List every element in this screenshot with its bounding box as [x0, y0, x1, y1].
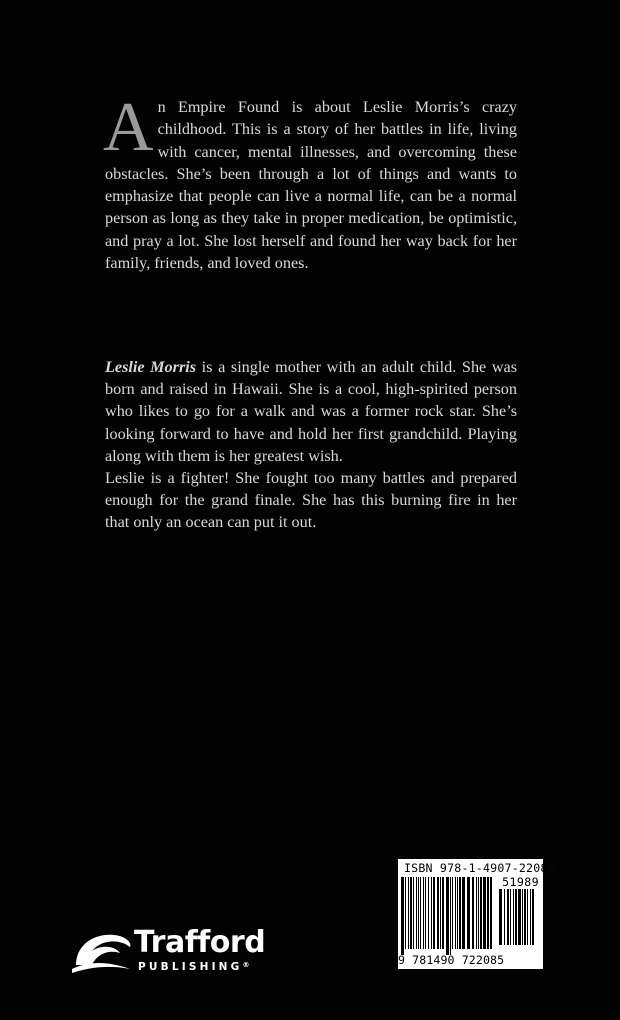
- barcode-bar: [455, 877, 456, 949]
- addon-barcode-bars: [498, 889, 540, 951]
- book-blurb: [103, 89, 517, 274]
- ean-barcode-bars: [400, 877, 498, 955]
- registered-mark: ®: [242, 961, 250, 969]
- barcode-bar: [420, 877, 421, 949]
- barcode-bar: [490, 877, 492, 949]
- barcode-bar: [446, 877, 449, 955]
- blurb-first-line: n Empire Found is about Leslie Morris’s crazy childhood.: [157, 98, 517, 139]
- bio-paragraph-1-text: is a single mother with an adult child. She was born and raised in Hawaii. She is a cool, high-spirited person who likes to go for a walk and was a former rock star. She’s looking forward to have and hold her first grandchild. Playing along with them is her greatest wish.: [105, 358, 518, 465]
- barcode-bar: [510, 889, 511, 945]
- barcode-bar: [405, 877, 406, 949]
- barcode-bar: [418, 877, 419, 949]
- barcode-bar: [431, 877, 432, 949]
- barcode-bar: [504, 889, 505, 945]
- barcode-bar: [459, 877, 461, 949]
- barcode-bar: [487, 877, 489, 949]
- wave-logo-icon: [70, 925, 134, 975]
- bio-paragraph-2: Leslie is a fighter! She fought too many battles and prepared enough for the grand finale. She has this burning fire in her that only an ocean can put it out.: [105, 469, 517, 532]
- barcode-bar: [483, 877, 486, 949]
- barcode-bar: [467, 877, 470, 949]
- barcode-bar: [480, 877, 482, 949]
- barcode-bar: [530, 889, 531, 945]
- author-name: Leslie Morris: [105, 358, 197, 376]
- barcode-bar: [515, 889, 517, 945]
- barcode-bar: [452, 877, 453, 949]
- barcode-bar: [462, 877, 465, 949]
- barcode-number: 9 781490 722085: [398, 953, 505, 967]
- publisher-logo: [70, 923, 305, 983]
- isbn-barcode: [398, 859, 562, 969]
- barcode-bar: [522, 889, 523, 945]
- bio-paragraph-1: [105, 356, 517, 467]
- barcode-bar: [527, 889, 528, 945]
- drop-cap: A: [103, 89, 154, 166]
- barcode-bar: [478, 877, 479, 949]
- barcode-bar: [423, 877, 424, 949]
- barcode-bar: [457, 877, 458, 949]
- barcode-bar: [428, 877, 429, 949]
- barcode-bar: [499, 889, 502, 945]
- barcode-bar: [472, 877, 474, 949]
- barcode-bar: [513, 889, 514, 945]
- barcode-bar: [442, 877, 444, 949]
- barcode-bar: [476, 877, 477, 949]
- price-code: 51989: [502, 875, 539, 889]
- barcode-bar: [416, 877, 417, 949]
- barcode-bar: [518, 889, 521, 945]
- barcode-bar: [450, 877, 451, 955]
- isbn-label: ISBN 978-1-4907-2208-5: [404, 861, 562, 875]
- barcode-bar: [425, 877, 426, 949]
- barcode-bar: [524, 889, 526, 945]
- publisher-name: Trafford: [134, 925, 266, 960]
- barcode-bar: [507, 889, 509, 945]
- author-bio: [105, 356, 517, 534]
- barcode-bar: [408, 877, 409, 949]
- barcode-bar: [413, 877, 414, 949]
- publisher-subtitle: PUBLISHING®: [138, 961, 250, 973]
- blurb-text: This is a story of her battles in life, living with cancer, mental illnesses, and overcoming these obstacles. She’s been through a lot of things and wants to emphasize that people can live a normal life, can be a normal person as long as they take in proper medication, be optimistic, and pray a lot. She lost herself and found her way back for her family, friends, and loved ones.: [105, 120, 517, 273]
- barcode-bar: [410, 877, 412, 949]
- barcode-bar: [437, 877, 439, 949]
- barcode-bar: [440, 877, 441, 949]
- barcode-bar: [401, 877, 404, 955]
- barcode-bar: [433, 877, 435, 949]
- barcode-bar: [532, 889, 534, 945]
